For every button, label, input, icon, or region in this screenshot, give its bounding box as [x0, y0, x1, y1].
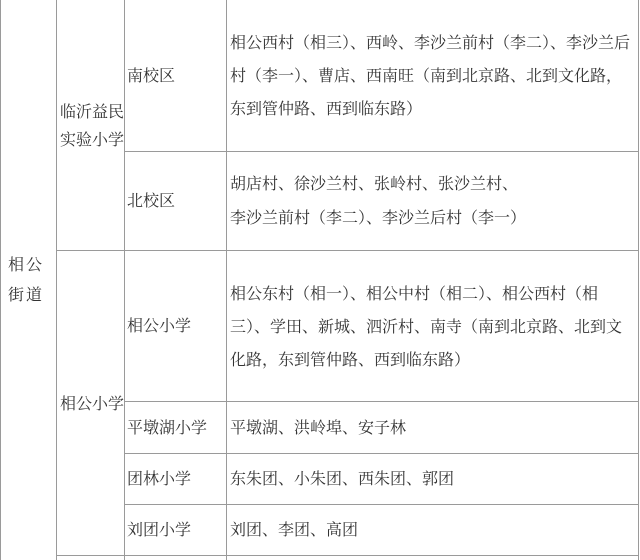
area-cell-liutuan: [230, 505, 630, 555]
area-cell-north: [230, 152, 630, 250]
divider-col-2: [124, 0, 125, 560]
divider-col-3: [226, 0, 227, 560]
area-text: 东朱团、小朱团、西朱团、郭团: [230, 469, 455, 488]
row-line-bottom: [56, 555, 639, 556]
school-name: 相公小学: [60, 393, 125, 413]
border-right: [638, 0, 639, 560]
area-cell-tuanlin: [230, 454, 630, 504]
area-cell-xianggong: [230, 251, 630, 401]
campus-name: 刘团小学: [127, 520, 192, 539]
campus-cell-liutuan: [127, 505, 225, 555]
district-cell: [8, 0, 54, 560]
campus-name: 平墩湖小学: [127, 417, 208, 437]
campus-cell-tuanlin: [127, 454, 225, 504]
area-line: 胡店村、徐沙兰村、张岭村、张沙兰村、: [230, 174, 519, 193]
campus-name: 北校区: [127, 191, 176, 210]
border-left: [0, 0, 1, 560]
area-text: 相公西村（相三）、西岭、李沙兰前村（李二）、李沙兰后村（李一）、曹店、西南旺（南到北京路、北到文化路，东到管仲路、西到临东路）: [230, 33, 631, 118]
area-cell-pingdunhu: [230, 402, 630, 453]
area-line: 李沙兰前村（李二）、李沙兰后村（李一）: [230, 208, 527, 227]
area-text: 刘团、李团、高团: [230, 520, 359, 539]
campus-cell-south: [127, 0, 225, 151]
campus-name: 南校区: [127, 65, 176, 85]
district-name: 相公街道: [8, 255, 45, 304]
campus-cell-xianggong: [127, 251, 225, 401]
school-cell-yimin: [60, 0, 124, 251]
divider-col-1: [56, 0, 57, 560]
area-text: 平墩湖、洪岭埠、安子林: [230, 417, 407, 437]
campus-cell-north: [127, 152, 225, 250]
school-cell-xianggong: [60, 251, 124, 556]
area-text: 相公东村（相一）、相公中村（相二）、相公西村（相三）、学田、新城、泗沂村、南寺（南到北京路、北到文化路，东到管仲路、西到临东路）: [230, 283, 623, 369]
campus-cell-pingdunhu: [127, 402, 225, 453]
area-text: [230, 167, 526, 235]
area-cell-south: [230, 0, 630, 151]
campus-name: 团林小学: [127, 469, 192, 488]
campus-name: 相公小学: [127, 316, 192, 335]
school-name: 临沂益民实验小学: [60, 101, 125, 149]
